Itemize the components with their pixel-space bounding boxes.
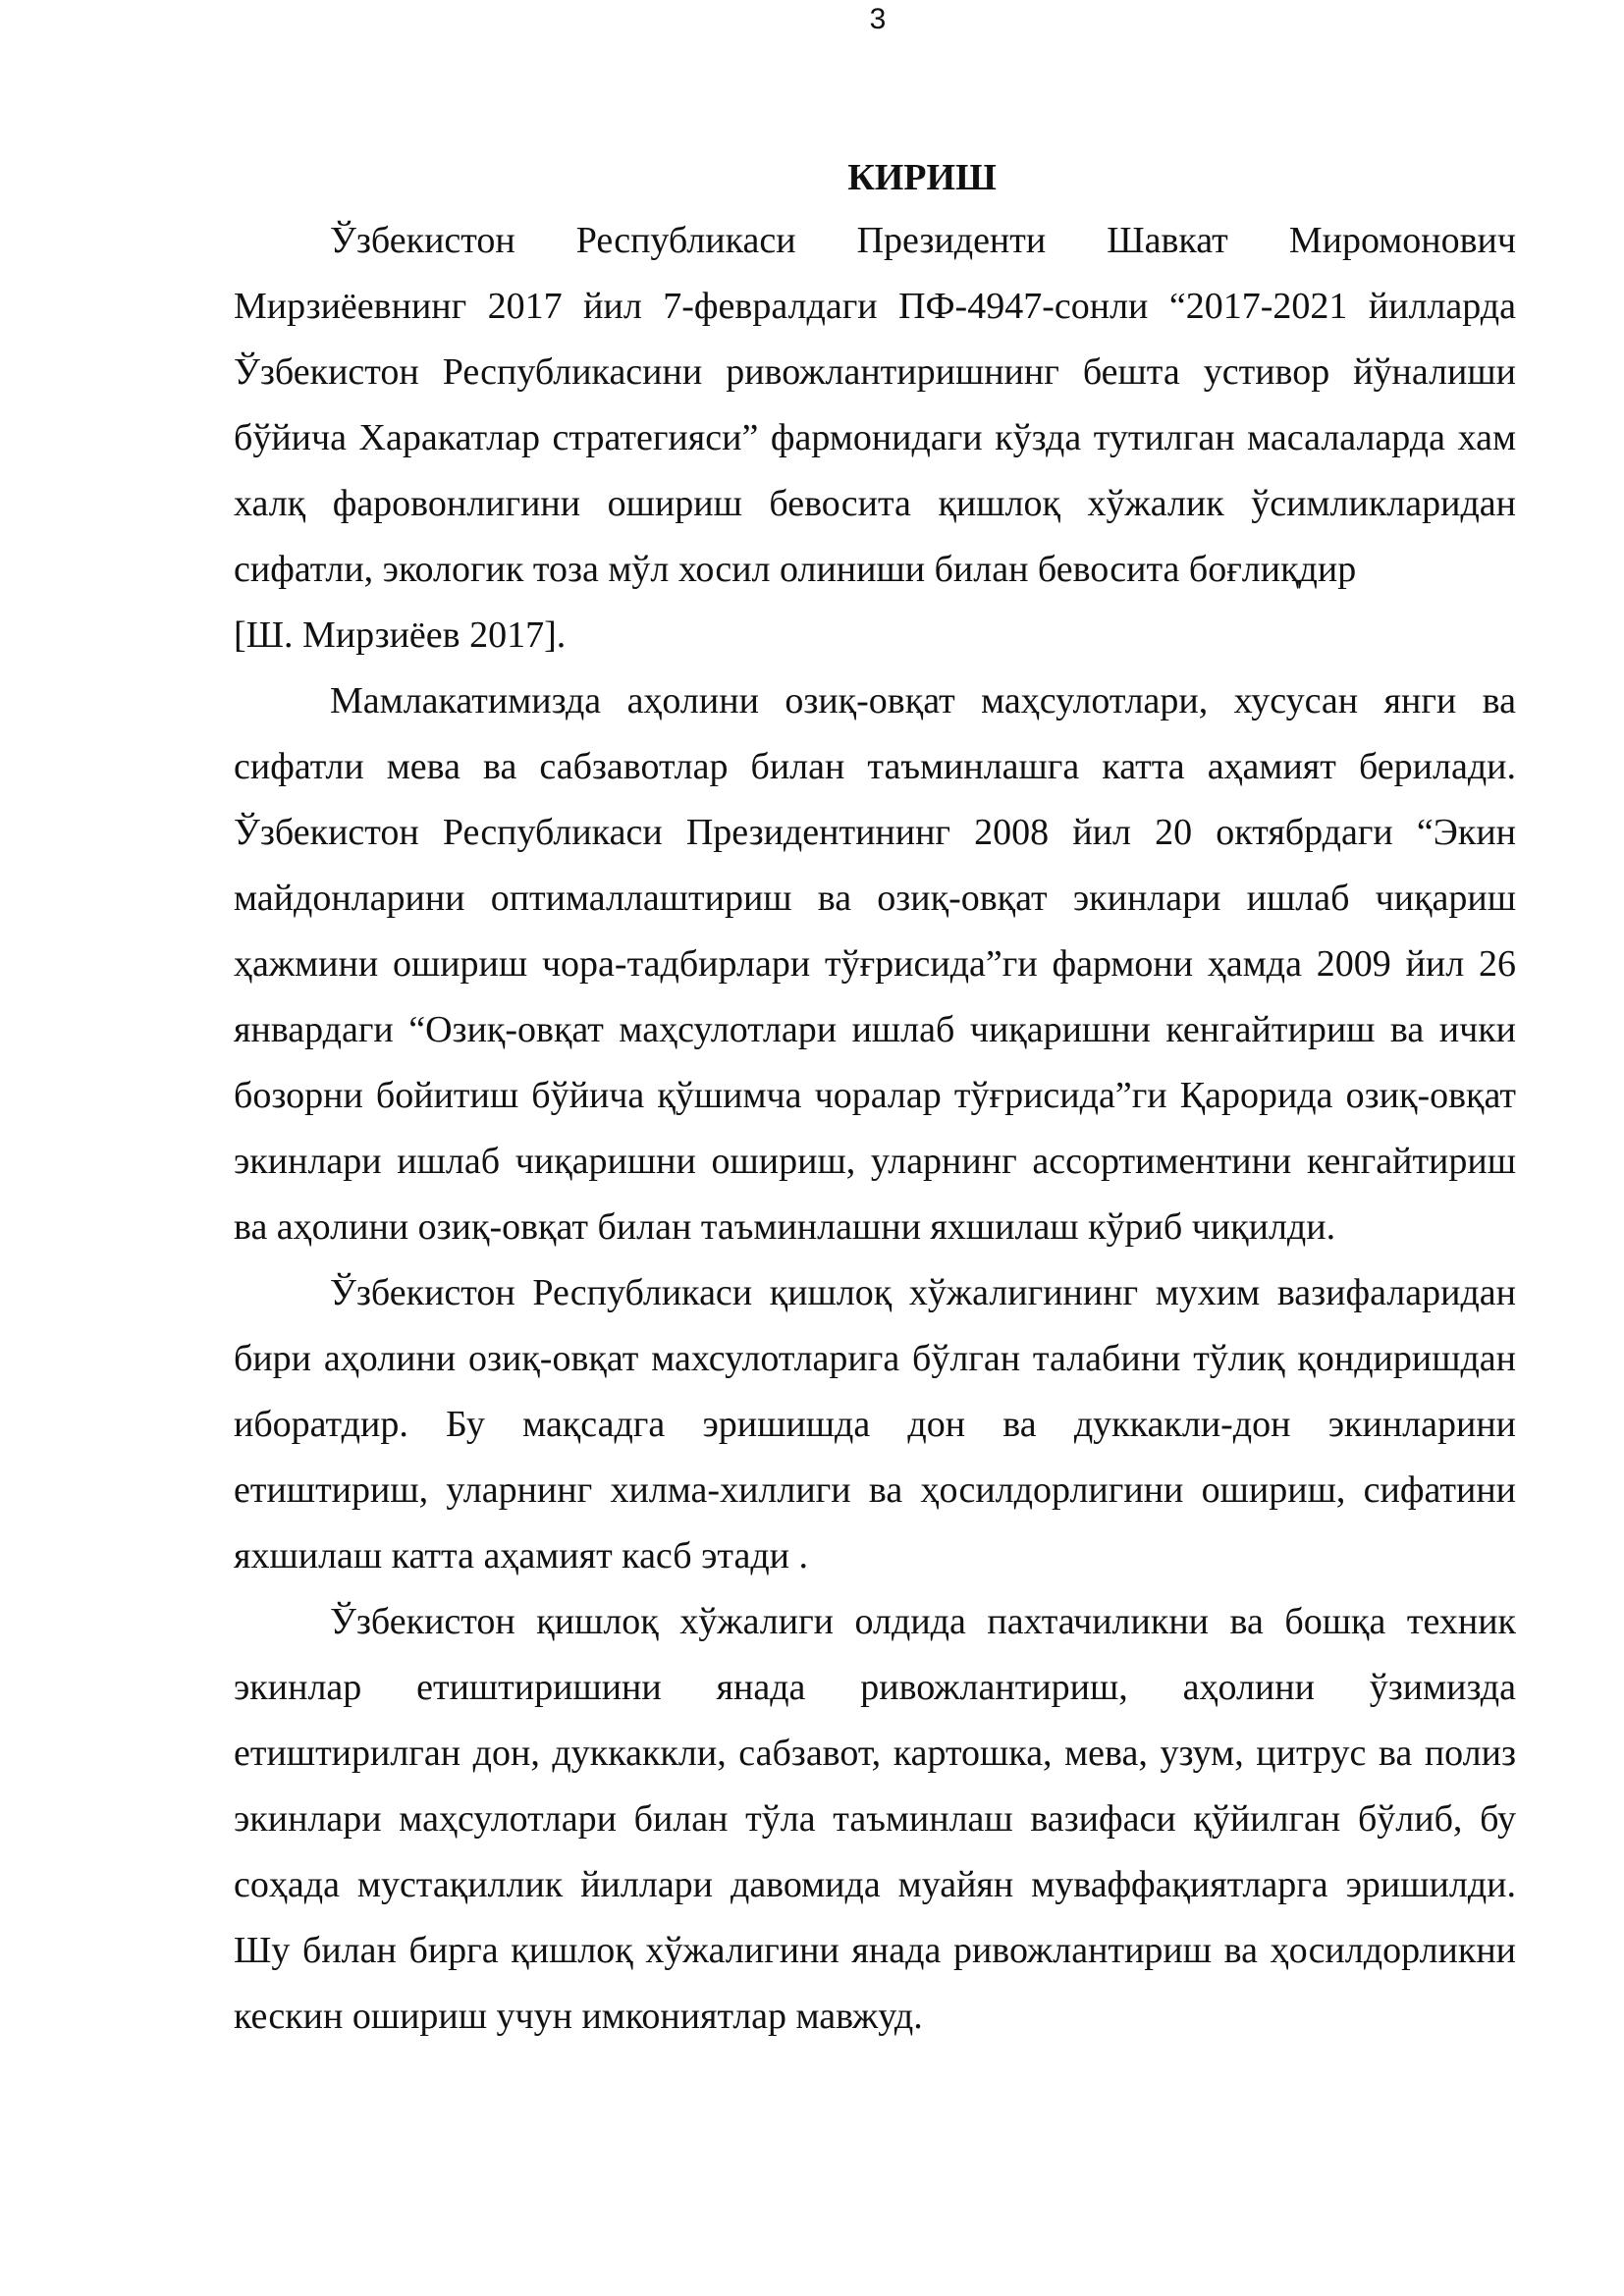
paragraph-3: Ўзбекистон Республикаси қишлоқ хўжалигининг мухим вазифаларидан бири аҳолини озиқ-овқат махсулотларига бўлган талабини тўлиқ қондиришдан иборатдир. Бу мақсадга эришишда дон ва дуккакли-дон экинларини етиштириш, уларнинг хилма-хиллиги ва ҳосилдорлигини ошириш, сифатини яхшилаш катта аҳамият касб этади . — [234, 1272, 1516, 1576]
paragraph-1: Ўзбекистон Республикаси Президенти Шавкат Миромонович Мирзиёевнинг 2017 йил 7-февралдаги ПФ-4947-сонли “2017-2021 йилларда Ўзбекистон Республикасини ривожлантиришнинг бешта устивор йўналиши бўйича Харакатлар стратегияси” фармонидаги кўзда тутилган масалаларда хам халқ фаровонлигини ошириш бевосита қишлоқ хўжалик ўсимликларидан сифатли, экологик тоза мўл хосил олиниши билан бевосита боғлиқдир — [234, 220, 1516, 590]
paragraph-1-reference: [Ш. Мирзиёев 2017]. — [234, 614, 567, 656]
paragraph-4: Ўзбекистон қишлоқ хўжалиги олдида пахтачиликни ва бошқа техник экинлар етиштиришини янада ривожлантириш, аҳолини ўзимизда етиштирилган дон, дуккаккли, сабзавот, картошка, мева, узум, цитрус ва полиз экинлари маҳсулотлари билан тўла таъминлаш вазифаси қўйилган бўлиб, бу соҳада мустақиллик йиллари давомида муайян муваффақиятларга эришилди. Шу билан бирга қишлоқ хўжалигини янада ривожлантириш ва ҳосилдорликни кескин ошириш учун имкониятлар мавжуд. — [234, 1601, 1516, 2037]
page-number: 3 — [869, 3, 887, 35]
document-body — [234, 147, 1516, 2050]
section-heading: КИРИШ — [847, 157, 997, 198]
paragraph-2: Мамлакатимизда аҳолини озиқ-овқат маҳсулотлари, хусусан янги ва сифатли мева ва сабзавотлар билан таъминлашга катта аҳамият берилади. Ўзбекистон Республикаси Президентининг 2008 йил 20 октябрдаги “Экин майдонларини оптималлаштириш ва озиқ-овқат экинлари ишлаб чиқариш ҳажмини ошириш чора-тадбирлари тўғрисида”ги фармони ҳамда 2009 йил 26 январдаги “Озиқ-овқат маҳсулотлари ишлаб чиқаришни кенгайтириш ва ички бозорни бойитиш бўйича қўшимча чоралар тўғрисида”ги Қарорида озиқ-овқат экинлари ишлаб чиқаришни ошириш, уларнинг ассортиментини кенгайтириш ва аҳолини озиқ-овқат билан таъминлашни яхшилаш кўриб чиқилди. — [234, 680, 1516, 1248]
